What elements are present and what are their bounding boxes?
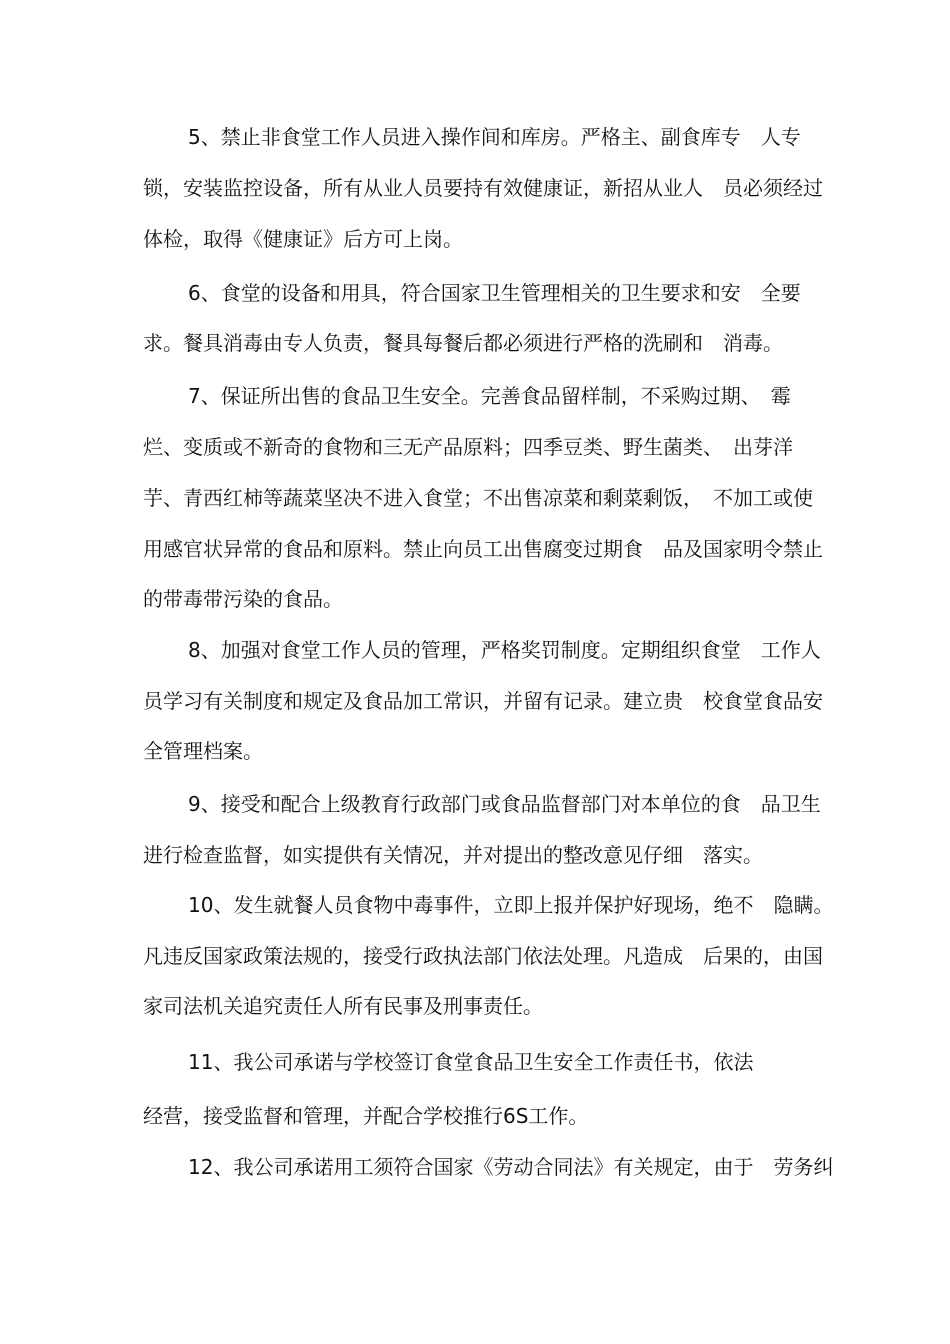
text-line: 12、我公司承诺用工须符合国家《劳动合同法》有关规定，由于 劳务纠 <box>188 1155 833 1179</box>
text-line: 5、禁止非食堂工作人员进入操作间和库房。严格主、副食库专 人专 <box>188 125 801 149</box>
text-line: 6、食堂的设备和用具，符合国家卫生管理相关的卫生要求和安 全要 <box>188 281 801 305</box>
text-line: 进行检查监督，如实提供有关情况，并对提出的整改意见仔细 落实。 <box>143 843 763 867</box>
text-line: 11、我公司承诺与学校签订食堂食品卫生安全工作责任书，依法 <box>188 1050 754 1074</box>
text-line: 凡违反国家政策法规的，接受行政执法部门依法处理。凡造成 后果的，由国 <box>143 944 823 968</box>
text-line: 体检，取得《健康证》后方可上岗。 <box>143 227 463 251</box>
text-line: 7、保证所出售的食品卫生安全。完善食品留样制，不采购过期、 霉 <box>188 384 791 408</box>
text-line: 的带毒带污染的食品。 <box>143 587 343 611</box>
text-line: 锁，安装监控设备，所有从业人员要持有效健康证，新招从业人 员必须经过 <box>143 176 823 200</box>
text-line: 芋、青西红柿等蔬菜坚决不进入食堂；不出售凉菜和剩菜剩饭， 不加工或使 <box>143 486 813 510</box>
text-line: 9、接受和配合上级教育行政部门或食品监督部门对本单位的食 品卫生 <box>188 792 821 816</box>
text-line: 烂、变质或不新奇的食物和三无产品原料；四季豆类、野生菌类、 出芽洋 <box>143 435 793 459</box>
text-line: 经营，接受监督和管理，并配合学校推行6S工作。 <box>143 1104 589 1128</box>
text-line: 全管理档案。 <box>143 739 263 763</box>
text-line: 家司法机关追究责任人所有民事及刑事责任。 <box>143 994 543 1018</box>
text-line: 用感官状异常的食品和原料。禁止向员工出售腐变过期食 品及国家明令禁止 <box>143 537 823 561</box>
text-line: 求。餐具消毒由专人负责，餐具每餐后都必须进行严格的洗刷和 消毒。 <box>143 331 783 355</box>
text-line: 10、发生就餐人员食物中毒事件，立即上报并保护好现场，绝不 隐瞒。 <box>188 893 833 917</box>
text-line: 8、加强对食堂工作人员的管理，严格奖罚制度。定期组织食堂 工作人 <box>188 638 821 662</box>
text-line: 员学习有关制度和规定及食品加工常识，并留有记录。建立贵 校食堂食品安 <box>143 689 823 713</box>
